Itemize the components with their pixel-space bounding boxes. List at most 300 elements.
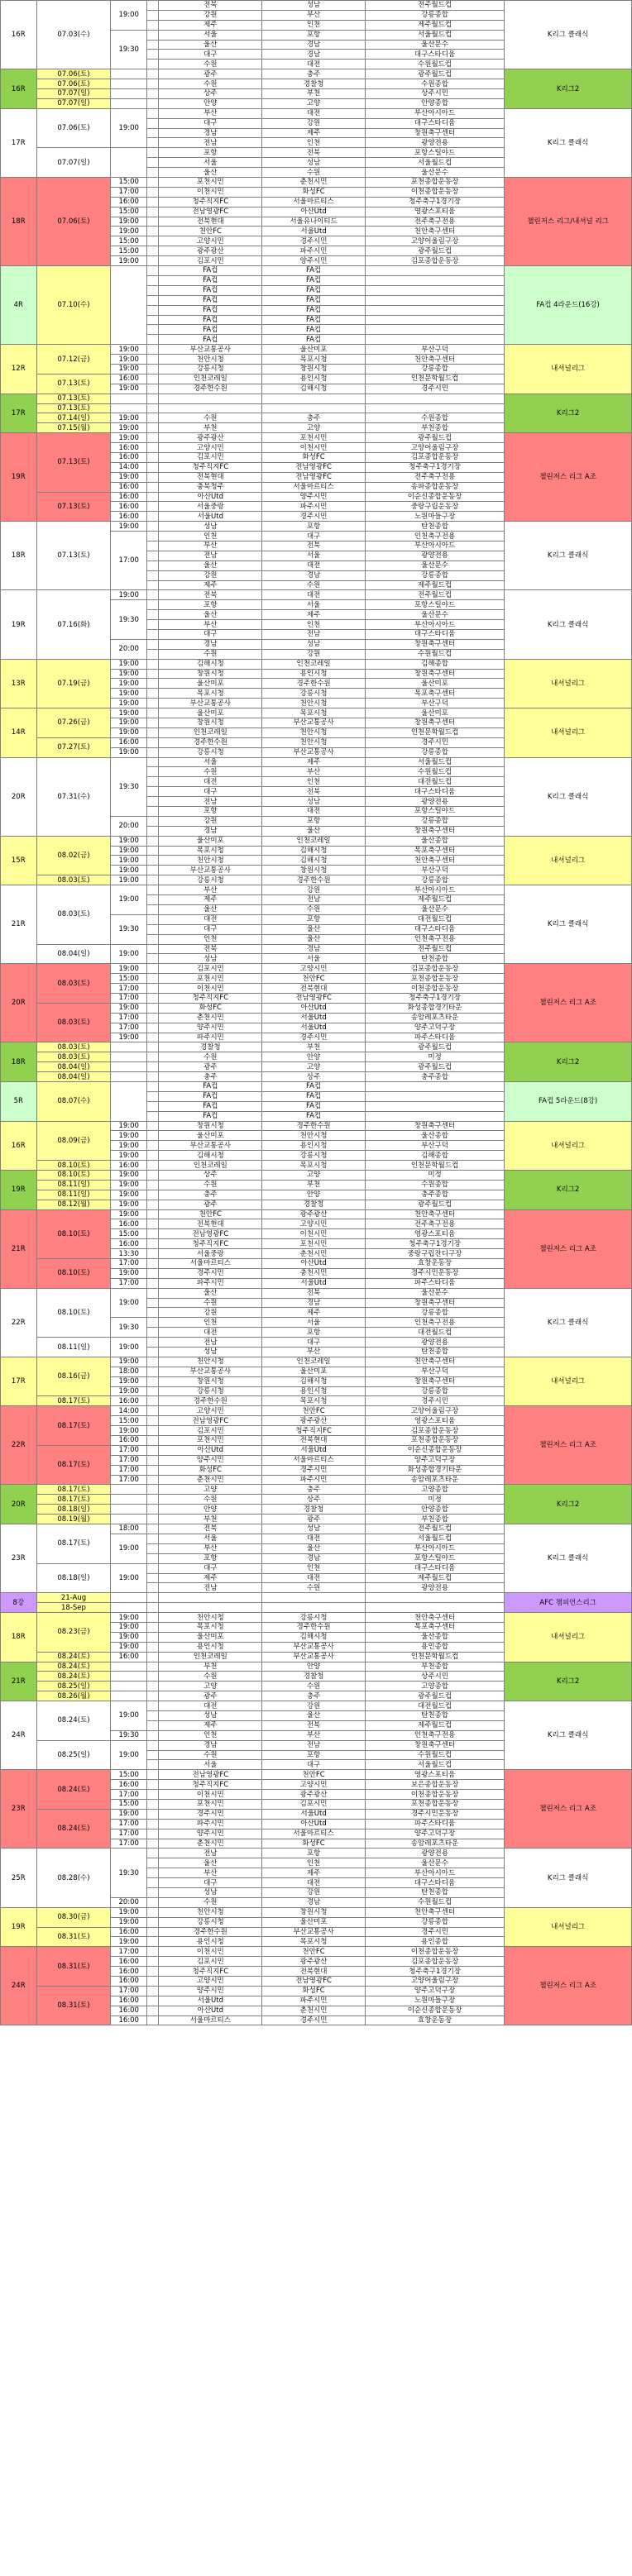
home-team-cell: 경남 [159, 1740, 262, 1750]
home-team-cell: 부산교통공사 [159, 1141, 262, 1151]
date-cell: 08.24(토) [36, 1652, 111, 1662]
table-row [1, 1170, 632, 1180]
table-row [1, 1209, 632, 1219]
venue-cell: 노원마들구장 [365, 1996, 504, 2006]
time-cell: 19:00 [111, 256, 147, 266]
spacer-cell [146, 1367, 159, 1376]
time-cell: 20:00 [111, 816, 147, 836]
table-row [1, 885, 632, 895]
venue-cell: 강릉종합 [365, 364, 504, 374]
home-team-cell: 고양시민 [159, 443, 262, 453]
venue-cell: 전주축구전용 [365, 472, 504, 482]
home-team-cell: FA컵 [159, 325, 262, 335]
away-team-cell: 고양 [262, 1062, 366, 1072]
spacer-cell [146, 699, 159, 708]
spacer-cell [146, 1682, 159, 1691]
time-cell: 19:00 [111, 679, 147, 689]
venue-cell: 천안축구센터 [365, 1907, 504, 1917]
spacer-cell [146, 1947, 159, 1957]
spacer-cell [146, 1033, 159, 1042]
competition-cell: FA컵 4라운드(16강) [505, 266, 632, 345]
venue-cell: 목포축구센터 [365, 689, 504, 699]
venue-cell: 부산구덕 [365, 1141, 504, 1151]
spacer-cell [146, 807, 159, 817]
away-team-cell: 포항 [262, 914, 366, 924]
time-cell: 17:00 [111, 187, 147, 197]
spacer-cell [146, 895, 159, 905]
spacer-cell [146, 1642, 159, 1652]
venue-cell: 광양전용 [365, 138, 504, 148]
date-cell: 08.24(토) [36, 1809, 111, 1849]
home-team-cell: 충주 [159, 1190, 262, 1200]
spacer-cell [146, 875, 159, 885]
spacer-cell [146, 1229, 159, 1239]
home-team-cell [159, 403, 262, 413]
home-team-cell: 창원시청 [159, 1376, 262, 1386]
away-team-cell: 목포시청 [262, 1937, 366, 1947]
home-team-cell: 김포시민 [159, 1426, 262, 1436]
table-row [1, 757, 632, 767]
home-team-cell: 상주 [159, 1170, 262, 1180]
venue-cell: 광주월드컵 [365, 69, 504, 79]
home-team-cell: 천안시청 [159, 1907, 262, 1917]
venue-cell: 김포종합운동장 [365, 256, 504, 266]
away-team-cell: 인천 [262, 1858, 366, 1868]
away-team-cell: 경남 [262, 570, 366, 580]
spacer-cell [146, 993, 159, 1003]
spacer-cell [146, 1593, 159, 1603]
away-team-cell: 창원시청 [262, 866, 366, 875]
away-team-cell: 파주시민 [262, 502, 366, 512]
time-cell: 19:00 [111, 364, 147, 374]
home-team-cell: 대구 [159, 787, 262, 797]
spacer-cell [146, 856, 159, 866]
time-cell: 19:00 [111, 1288, 147, 1318]
home-team-cell: 강원 [159, 1308, 262, 1318]
date-cell: 08.10(토) [36, 1209, 111, 1258]
round-cell: 20R [1, 1485, 37, 1524]
away-team-cell: 대전 [262, 807, 366, 817]
spacer-cell [146, 541, 159, 551]
time-cell: 20:00 [111, 639, 147, 659]
round-cell: 16R [1, 69, 37, 109]
venue-cell [365, 1603, 504, 1613]
time-cell: 19:00 [111, 875, 147, 885]
away-team-cell: 전북 [262, 148, 366, 158]
away-team-cell: 강릉시청 [262, 1613, 366, 1623]
spacer-cell [146, 79, 159, 89]
table-row [1, 964, 632, 974]
home-team-cell: 전남영광FC [159, 1416, 262, 1426]
venue-cell: 전주월드컵 [365, 1, 504, 11]
away-team-cell: FA컵 [262, 1111, 366, 1121]
home-team-cell: 양주시민 [159, 1023, 262, 1033]
away-team-cell: 전북 [262, 1288, 366, 1298]
home-team-cell: 광주 [159, 1691, 262, 1701]
round-cell: 13R [1, 659, 37, 708]
venue-cell: 전주월드컵 [365, 944, 504, 954]
spacer-cell [146, 384, 159, 394]
date-cell: 08.31(토) [36, 1947, 111, 1987]
home-team-cell: 부산교통공사 [159, 345, 262, 355]
venue-cell: 제주월드컵 [365, 895, 504, 905]
home-team-cell: 서울 [159, 757, 262, 767]
away-team-cell: 대전 [262, 561, 366, 570]
home-team-cell: 인천 [159, 1318, 262, 1328]
home-team-cell: 광주광산 [159, 246, 262, 256]
date-cell: 08.25(일) [36, 1682, 111, 1691]
home-team-cell: 울산미포 [159, 1131, 262, 1141]
round-cell: 24R [1, 1701, 37, 1770]
venue-cell [365, 1111, 504, 1121]
venue-cell: 부천종합 [365, 1515, 504, 1524]
home-team-cell: 부산 [159, 1543, 262, 1553]
spacer-cell [146, 522, 159, 532]
spacer-cell [146, 345, 159, 355]
spacer-cell [146, 394, 159, 403]
time-cell [111, 1062, 147, 1072]
away-team-cell: 포천시민 [262, 433, 366, 443]
venue-cell: 천안축구센터 [365, 355, 504, 365]
spacer-cell [146, 1161, 159, 1171]
round-cell: 22R [1, 1406, 37, 1485]
competition-cell: K리그2 [505, 1662, 632, 1701]
competition-cell: 내셔널리그 [505, 1907, 632, 1947]
spacer-cell [146, 108, 159, 118]
spacer-cell [146, 1524, 159, 1534]
home-team-cell: 창원시청 [159, 669, 262, 679]
venue-cell: 광주월드컵 [365, 246, 504, 256]
date-cell: 08.03(토) [36, 1003, 111, 1042]
date-cell: 08.12(월) [36, 1200, 111, 1209]
spacer-cell [146, 207, 159, 217]
home-team-cell: 대구 [159, 630, 262, 640]
competition-cell: 챌린저스 리그 A조 [505, 433, 632, 522]
venue-cell: 창원축구센터 [365, 1298, 504, 1308]
venue-cell: 포항스틸야드 [365, 807, 504, 817]
round-cell: 20R [1, 757, 37, 836]
home-team-cell: 경남 [159, 826, 262, 836]
time-cell: 19:00 [111, 1622, 147, 1632]
spacer-cell [146, 1455, 159, 1465]
fixture-schedule-body [1, 1, 632, 2025]
venue-cell: 대전월드컵 [365, 1701, 504, 1711]
venue-cell: 수원월드컵 [365, 1750, 504, 1760]
time-cell: 19:30 [111, 914, 147, 944]
spacer-cell [146, 1672, 159, 1682]
away-team-cell: 천안FC [262, 974, 366, 984]
date-cell: 08.25(일) [36, 1740, 111, 1770]
venue-cell: 경주시민운동장 [365, 1268, 504, 1278]
date-cell: 08.17(토) [36, 1485, 111, 1495]
spacer-cell [146, 1170, 159, 1180]
venue-cell: 울산문수 [365, 904, 504, 914]
table-row [1, 1042, 632, 1052]
venue-cell: 창원축구센터 [365, 1740, 504, 1750]
round-cell: 14R [1, 708, 37, 757]
venue-cell: 대구스타디움 [365, 50, 504, 60]
home-team-cell: 청주직지FC [159, 1967, 262, 1977]
away-team-cell: 서울마르티스 [262, 1455, 366, 1465]
away-team-cell: 울산 [262, 826, 366, 836]
away-team-cell: 포항 [262, 522, 366, 532]
away-team-cell: 경남 [262, 40, 366, 50]
away-team-cell: 수원 [262, 168, 366, 178]
venue-cell: 인천문학월드컵 [365, 374, 504, 384]
home-team-cell: 창원시청 [159, 1121, 262, 1131]
date-cell: 07.06(토) [36, 178, 111, 266]
date-cell: 08.09(금) [36, 1121, 111, 1161]
spacer-cell [146, 355, 159, 365]
away-team-cell: 청주직지FC [262, 1426, 366, 1436]
round-cell: 16R [1, 1121, 37, 1170]
home-team-cell: 서울 [159, 1534, 262, 1543]
venue-cell: 목포축구센터 [365, 846, 504, 856]
home-team-cell: 전남 [159, 138, 262, 148]
spacer-cell [146, 1790, 159, 1800]
venue-cell: 고양어울림구장 [365, 443, 504, 453]
time-cell: 15:00 [111, 236, 147, 246]
round-cell: 17R [1, 394, 37, 433]
home-team-cell: 서울Utd [159, 512, 262, 522]
date-cell: 07.03(수) [36, 1, 111, 69]
away-team-cell: 경주시민 [262, 2015, 366, 2025]
home-team-cell: 고양시민 [159, 1406, 262, 1416]
away-team-cell: 울산 [262, 924, 366, 934]
venue-cell: 대구스타디움 [365, 1563, 504, 1573]
away-team-cell: 대전 [262, 108, 366, 118]
spacer-cell [146, 1573, 159, 1583]
venue-cell: 인천축구전용 [365, 934, 504, 944]
away-team-cell: 춘천시민 [262, 1249, 366, 1259]
time-cell: 16:00 [111, 1239, 147, 1249]
time-cell: 16:00 [111, 2015, 147, 2025]
spacer-cell [146, 964, 159, 974]
home-team-cell: 인천 [159, 934, 262, 944]
time-cell: 15:00 [111, 1416, 147, 1426]
home-team-cell: 수원 [159, 1495, 262, 1505]
away-team-cell: 춘천시민 [262, 2006, 366, 2015]
home-team-cell: FA컵 [159, 335, 262, 345]
competition-cell: K리그 클래식 [505, 522, 632, 590]
away-team-cell: 부산 [262, 1348, 366, 1357]
away-team-cell: 경찰청 [262, 1672, 366, 1682]
spacer-cell [146, 1603, 159, 1613]
away-team-cell: 인천코레일 [262, 659, 366, 669]
home-team-cell: 경찰청 [159, 1042, 262, 1052]
home-team-cell: 강릉시청 [159, 364, 262, 374]
time-cell [111, 266, 147, 345]
spacer-cell [146, 374, 159, 384]
away-team-cell: 아산Utd [262, 1819, 366, 1829]
home-team-cell: 인천코레일 [159, 1652, 262, 1662]
away-team-cell: 부산교통공사 [262, 1927, 366, 1937]
venue-cell: 미정 [365, 1052, 504, 1062]
away-team-cell: 제주 [262, 1308, 366, 1318]
home-team-cell: 부산 [159, 1868, 262, 1878]
time-cell: 19:00 [111, 1917, 147, 1927]
time-cell: 16:00 [111, 1219, 147, 1229]
date-cell: 07.19(금) [36, 659, 111, 708]
away-team-cell: 양주시민 [262, 492, 366, 502]
home-team-cell: 충주 [159, 1072, 262, 1082]
away-team-cell: 대전 [262, 590, 366, 600]
spacer-cell [146, 826, 159, 836]
away-team-cell: 창원시청 [262, 1907, 366, 1917]
time-cell: 16:00 [111, 737, 147, 747]
venue-cell: 미정 [365, 1170, 504, 1180]
venue-cell: 이천종합운동장 [365, 984, 504, 994]
away-team-cell: 경찰청 [262, 1505, 366, 1515]
away-team-cell: 강원 [262, 649, 366, 659]
venue-cell: 미정 [365, 1495, 504, 1505]
venue-cell: 강릉종합 [365, 1386, 504, 1396]
spacer-cell [146, 60, 159, 69]
spacer-cell [146, 1829, 159, 1839]
home-team-cell: 이천시민 [159, 1947, 262, 1957]
venue-cell: 화성종합경기타운 [365, 1465, 504, 1475]
home-team-cell: 울산미포 [159, 708, 262, 718]
table-row [1, 1357, 632, 1367]
round-cell: 19R [1, 433, 37, 522]
spacer-cell [146, 305, 159, 315]
spacer-cell [146, 1485, 159, 1495]
home-team-cell: 김포시민 [159, 964, 262, 974]
time-cell: 16:00 [111, 374, 147, 384]
away-team-cell: 광주광산 [262, 1790, 366, 1800]
competition-cell: K리그 클래식 [505, 590, 632, 659]
time-cell: 19:00 [111, 1170, 147, 1180]
time-cell: 19:30 [111, 1730, 147, 1740]
time-cell: 19:00 [111, 944, 147, 964]
round-cell: 18R [1, 1042, 37, 1082]
home-team-cell: 경주한수원 [159, 384, 262, 394]
venue-cell: 광양전용 [365, 1338, 504, 1348]
table-row [1, 1081, 632, 1091]
venue-cell [365, 275, 504, 285]
away-team-cell: 서울Utd [262, 1445, 366, 1455]
time-cell [111, 1515, 147, 1524]
spacer-cell [146, 1376, 159, 1386]
round-cell: 18R [1, 178, 37, 266]
time-cell: 15:00 [111, 207, 147, 217]
spacer-cell [146, 984, 159, 994]
home-team-cell: FA컵 [159, 1081, 262, 1091]
home-team-cell [159, 394, 262, 403]
spacer-cell [146, 1062, 159, 1072]
time-cell: 19:00 [111, 1338, 147, 1357]
date-cell: 08.10(토) [36, 1170, 111, 1180]
venue-cell: 광양전용 [365, 1583, 504, 1593]
away-team-cell: 전남영광FC [262, 472, 366, 482]
venue-cell: 서울월드컵 [365, 1760, 504, 1770]
away-team-cell: 전북 [262, 787, 366, 797]
time-cell: 16:00 [111, 1996, 147, 2006]
home-team-cell: 인천코레일 [159, 727, 262, 737]
away-team-cell: 용인시청 [262, 374, 366, 384]
venue-cell: 안양종합 [365, 1505, 504, 1515]
venue-cell: 대구스타디움 [365, 787, 504, 797]
round-cell: 17R [1, 108, 37, 177]
time-cell [111, 89, 147, 99]
time-cell: 16:00 [111, 443, 147, 453]
spacer-cell [146, 1249, 159, 1259]
away-team-cell: 수원 [262, 580, 366, 590]
home-team-cell: 강릉시청 [159, 747, 262, 757]
away-team-cell: FA컵 [262, 1101, 366, 1111]
time-cell: 19:30 [111, 600, 147, 640]
away-team-cell: 충주 [262, 413, 366, 423]
spacer-cell [146, 836, 159, 846]
venue-cell [365, 394, 504, 403]
away-team-cell: 부산교통공사 [262, 1652, 366, 1662]
venue-cell: 대구스타디움 [365, 1878, 504, 1888]
date-cell: 08.10(토) [36, 1161, 111, 1171]
spacer-cell [146, 610, 159, 620]
home-team-cell: 전북현대 [159, 1219, 262, 1229]
home-team-cell: 수원 [159, 767, 262, 777]
home-team-cell: 아산Utd [159, 2006, 262, 2015]
time-cell: 19:00 [111, 1642, 147, 1652]
round-cell: 23R [1, 1524, 37, 1593]
time-cell [111, 1662, 147, 1672]
home-team-cell: 고양 [159, 1682, 262, 1691]
venue-cell: 포천종합운동장 [365, 1799, 504, 1809]
home-team-cell: 부산교통공사 [159, 1367, 262, 1376]
date-cell: 08.10(토) [36, 1259, 111, 1289]
away-team-cell: 강릉시청 [262, 689, 366, 699]
time-cell: 19:00 [111, 1033, 147, 1042]
home-team-cell: 이천시민 [159, 1790, 262, 1800]
spacer-cell [146, 1278, 159, 1288]
venue-cell: 파주스타디움 [365, 1033, 504, 1042]
date-cell: 08.02(금) [36, 836, 111, 875]
spacer-cell [146, 1534, 159, 1543]
competition-cell: 내셔널리그 [505, 659, 632, 708]
round-cell: 19R [1, 1907, 37, 1947]
away-team-cell: 포천시민 [262, 1239, 366, 1249]
time-cell: 19:00 [111, 1141, 147, 1151]
time-cell: 19:00 [111, 355, 147, 365]
home-team-cell: 목포시청 [159, 1622, 262, 1632]
away-team-cell: 서울Utd [262, 227, 366, 236]
venue-cell: 상주시민 [365, 89, 504, 99]
venue-cell: 부산구덕 [365, 345, 504, 355]
home-team-cell: 경주시민 [159, 1268, 262, 1278]
venue-cell: 탄천종합 [365, 522, 504, 532]
venue-cell [365, 285, 504, 295]
spacer-cell [146, 1406, 159, 1416]
away-team-cell: 화성FC [262, 452, 366, 462]
away-team-cell: 경주한수원 [262, 1622, 366, 1632]
venue-cell: 서울월드컵 [365, 158, 504, 168]
home-team-cell: 수원 [159, 60, 262, 69]
home-team-cell: 경주한수원 [159, 737, 262, 747]
time-cell: 19:00 [111, 1200, 147, 1209]
spacer-cell [146, 1200, 159, 1209]
time-cell: 19:00 [111, 866, 147, 875]
home-team-cell: 춘천시민 [159, 1839, 262, 1849]
away-team-cell: 전남영광FC [262, 1977, 366, 1987]
home-team-cell: 울산미포 [159, 836, 262, 846]
date-cell: 08.17(토) [36, 1406, 111, 1446]
spacer-cell [146, 1121, 159, 1131]
away-team-cell: 강릉시청 [262, 1151, 366, 1161]
away-team-cell: 대전 [262, 1878, 366, 1888]
round-cell: 21R [1, 885, 37, 964]
away-team-cell: 전북현대 [262, 1967, 366, 1977]
date-cell: 07.07(일) [36, 98, 111, 108]
